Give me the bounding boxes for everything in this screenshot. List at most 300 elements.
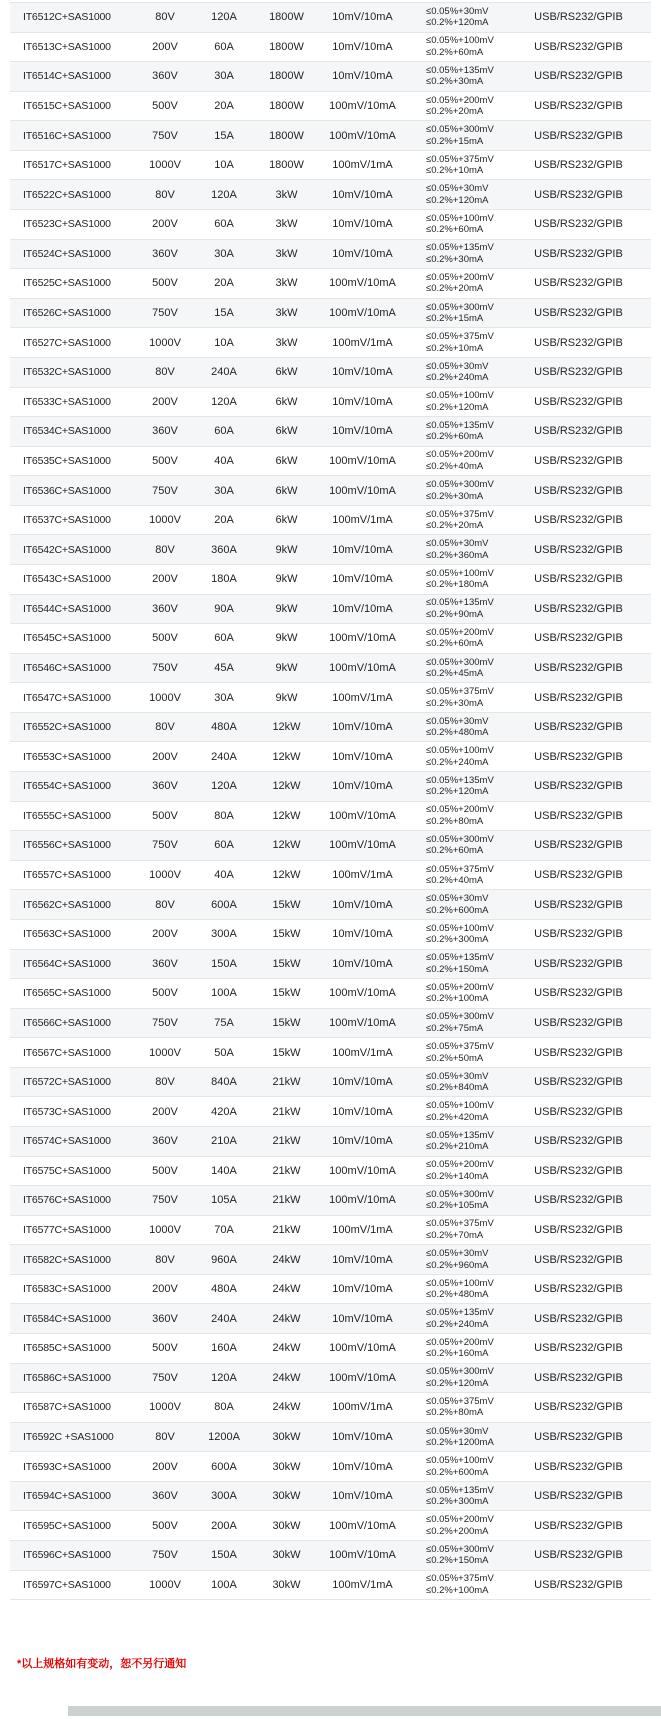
power-cell: 3kW: [275, 336, 298, 349]
interface-cell: USB/RS232/GPIB: [534, 1253, 623, 1266]
model-cell: IT6594C+SAS1000: [23, 1490, 111, 1503]
accuracy-cell: [410, 597, 520, 620]
current-cell: 30A: [214, 247, 234, 260]
accuracy-voltage-line: ≤0.05%+200mV: [426, 1514, 494, 1526]
accuracy-voltage-line: ≤0.05%+100mV: [426, 922, 494, 934]
voltage-cell: 360V: [152, 957, 178, 970]
accuracy-voltage-line: ≤0.05%+200mV: [426, 1336, 494, 1348]
table-row: [10, 506, 651, 536]
accuracy-voltage-line: ≤0.05%+30mV: [426, 360, 489, 372]
accuracy-voltage-line: ≤0.05%+375mV: [426, 508, 494, 520]
resolution-cell: 100mV/1mA: [332, 869, 393, 882]
accuracy-cell: [410, 390, 520, 413]
model-cell: IT6564C+SAS1000: [23, 957, 111, 970]
table-row: [10, 802, 651, 832]
resolution-cell: 10mV/10mA: [332, 573, 393, 586]
accuracy-cell: [410, 1337, 520, 1360]
table-row: [10, 476, 651, 506]
interface-cell: USB/RS232/GPIB: [534, 750, 623, 763]
resolution-cell: 100mV/10mA: [329, 307, 396, 320]
accuracy-voltage-line: ≤0.05%+300mV: [426, 1011, 494, 1023]
accuracy-cell: [410, 627, 520, 650]
accuracy-current-line: ≤0.2%+480mA: [426, 1289, 489, 1301]
accuracy-cell: [410, 154, 520, 177]
interface-cell: USB/RS232/GPIB: [534, 277, 623, 290]
accuracy-voltage-line: ≤0.05%+300mV: [426, 833, 494, 845]
model-cell: IT6582C+SAS1000: [23, 1253, 111, 1266]
power-cell: 3kW: [275, 307, 298, 320]
current-cell: 960A: [211, 1253, 237, 1266]
interface-cell: USB/RS232/GPIB: [534, 602, 623, 615]
power-cell: 15kW: [272, 957, 301, 970]
accuracy-current-line: ≤0.2%+20mA: [426, 520, 484, 532]
power-cell: 30kW: [272, 1431, 301, 1444]
accuracy-cell: [410, 1455, 520, 1478]
accuracy-cell: [410, 538, 520, 561]
current-cell: 80A: [214, 1401, 234, 1414]
interface-cell: USB/RS232/GPIB: [534, 839, 623, 852]
voltage-cell: 500V: [152, 1164, 178, 1177]
current-cell: 90A: [214, 602, 234, 615]
voltage-cell: 200V: [152, 750, 178, 763]
model-cell: IT6565C+SAS1000: [23, 987, 111, 1000]
table-row: [10, 151, 651, 181]
table-row: [10, 1038, 651, 1068]
voltage-cell: 80V: [155, 543, 175, 556]
current-cell: 30A: [214, 70, 234, 83]
voltage-cell: 500V: [152, 987, 178, 1000]
resolution-cell: 100mV/10mA: [329, 662, 396, 674]
resolution-cell: 100mV/1mA: [332, 691, 393, 704]
resolution-cell: 10mV/10mA: [332, 1253, 393, 1266]
accuracy-cell: [410, 124, 520, 147]
voltage-cell: 750V: [152, 662, 178, 674]
voltage-cell: 750V: [152, 1371, 178, 1384]
interface-cell: USB/RS232/GPIB: [534, 336, 623, 349]
resolution-cell: 100mV/1mA: [332, 514, 393, 527]
accuracy-current-line: ≤0.2%+30mA: [426, 490, 484, 502]
current-cell: 60A: [214, 632, 234, 645]
model-cell: IT6557C+SAS1000: [23, 869, 111, 882]
accuracy-voltage-line: ≤0.05%+100mV: [426, 212, 494, 224]
table-row: [10, 742, 651, 772]
accuracy-cell: [410, 893, 520, 916]
table-row: [10, 1423, 651, 1453]
model-cell: IT6543C+SAS1000: [23, 573, 111, 586]
voltage-cell: 500V: [152, 1342, 178, 1355]
accuracy-current-line: ≤0.2%+160mA: [426, 1348, 489, 1360]
accuracy-cell: [410, 1218, 520, 1241]
current-cell: 200A: [211, 1519, 237, 1532]
model-cell: IT6567C+SAS1000: [23, 1046, 111, 1059]
power-cell: 21kW: [272, 1105, 301, 1118]
voltage-cell: 200V: [152, 573, 178, 586]
voltage-cell: 1000V: [149, 869, 181, 882]
accuracy-cell: [410, 242, 520, 265]
accuracy-voltage-line: ≤0.05%+300mV: [426, 479, 494, 491]
voltage-cell: 360V: [152, 780, 178, 793]
accuracy-current-line: ≤0.2%+180mA: [426, 579, 489, 591]
resolution-cell: 100mV/10mA: [329, 1549, 396, 1562]
model-cell: IT6563C+SAS1000: [23, 928, 111, 941]
accuracy-voltage-line: ≤0.05%+135mV: [426, 1129, 494, 1141]
interface-cell: USB/RS232/GPIB: [534, 869, 623, 882]
table-row: [10, 772, 651, 802]
resolution-cell: 10mV/10mA: [332, 247, 393, 260]
table-row: [10, 33, 651, 63]
accuracy-cell: [410, 331, 520, 354]
accuracy-voltage-line: ≤0.05%+375mV: [426, 331, 494, 343]
interface-cell: USB/RS232/GPIB: [534, 1076, 623, 1089]
interface-cell: USB/RS232/GPIB: [534, 987, 623, 1000]
accuracy-current-line: ≤0.2%+600mA: [426, 904, 489, 916]
accuracy-current-line: ≤0.2%+80mA: [426, 815, 484, 827]
resolution-cell: 100mV/10mA: [329, 100, 396, 113]
accuracy-cell: [410, 1485, 520, 1508]
table-row: [10, 328, 651, 358]
interface-cell: USB/RS232/GPIB: [534, 928, 623, 941]
current-cell: 100A: [211, 987, 237, 1000]
model-cell: IT6555C+SAS1000: [23, 809, 111, 822]
accuracy-voltage-line: ≤0.05%+135mV: [426, 1484, 494, 1496]
interface-cell: USB/RS232/GPIB: [534, 1490, 623, 1503]
power-cell: 21kW: [272, 1164, 301, 1177]
power-cell: 3kW: [275, 277, 298, 290]
model-cell: IT6534C+SAS1000: [23, 425, 111, 438]
resolution-cell: 10mV/10mA: [332, 750, 393, 763]
voltage-cell: 80V: [155, 1431, 175, 1444]
current-cell: 240A: [211, 366, 237, 379]
current-cell: 30A: [214, 691, 234, 704]
resolution-cell: 10mV/10mA: [332, 780, 393, 793]
power-cell: 24kW: [272, 1253, 301, 1266]
accuracy-current-line: ≤0.2%+120mA: [426, 401, 489, 413]
accuracy-voltage-line: ≤0.05%+375mV: [426, 153, 494, 165]
interface-cell: USB/RS232/GPIB: [534, 957, 623, 970]
power-cell: 3kW: [275, 188, 298, 201]
accuracy-current-line: ≤0.2%+75mA: [426, 1022, 484, 1034]
power-cell: 1800W: [269, 40, 304, 53]
resolution-cell: 100mV/1mA: [332, 1223, 393, 1236]
accuracy-cell: [410, 923, 520, 946]
model-cell: IT6556C+SAS1000: [23, 839, 111, 852]
model-cell: IT6587C+SAS1000: [23, 1401, 111, 1414]
power-cell: 6kW: [275, 454, 298, 467]
resolution-cell: 100mV/10mA: [329, 632, 396, 645]
interface-cell: USB/RS232/GPIB: [534, 1431, 623, 1444]
interface-cell: USB/RS232/GPIB: [534, 1016, 623, 1029]
resolution-cell: 10mV/10mA: [332, 395, 393, 408]
resolution-cell: 10mV/10mA: [332, 602, 393, 615]
table-row: [10, 683, 651, 713]
power-cell: 6kW: [275, 484, 298, 497]
accuracy-current-line: ≤0.2%+360mA: [426, 549, 489, 561]
resolution-cell: 100mV/10mA: [329, 839, 396, 852]
interface-cell: USB/RS232/GPIB: [534, 1164, 623, 1177]
accuracy-current-line: ≤0.2%+70mA: [426, 1229, 484, 1241]
table-row: [10, 1571, 651, 1601]
voltage-cell: 500V: [152, 1519, 178, 1532]
interface-cell: USB/RS232/GPIB: [534, 721, 623, 734]
resolution-cell: 10mV/10mA: [332, 1312, 393, 1325]
accuracy-voltage-line: ≤0.05%+30mV: [426, 715, 489, 727]
power-cell: 24kW: [272, 1342, 301, 1355]
accuracy-current-line: ≤0.2%+60mA: [426, 845, 484, 857]
accuracy-voltage-line: ≤0.05%+135mV: [426, 952, 494, 964]
current-cell: 70A: [214, 1223, 234, 1236]
power-cell: 15kW: [272, 987, 301, 1000]
resolution-cell: 100mV/10mA: [329, 277, 396, 290]
resolution-cell: 100mV/1mA: [332, 1401, 393, 1414]
power-cell: 6kW: [275, 514, 298, 527]
current-cell: 40A: [214, 869, 234, 882]
current-cell: 120A: [211, 11, 237, 24]
table-row: [10, 210, 651, 240]
accuracy-voltage-line: ≤0.05%+135mV: [426, 242, 494, 254]
spec-table: [10, 2, 651, 1600]
resolution-cell: 10mV/10mA: [332, 366, 393, 379]
accuracy-voltage-line: ≤0.05%+100mV: [426, 567, 494, 579]
voltage-cell: 1000V: [149, 1578, 181, 1591]
accuracy-cell: [410, 568, 520, 591]
voltage-cell: 80V: [155, 188, 175, 201]
accuracy-current-line: ≤0.2%+480mA: [426, 727, 489, 739]
table-row: [10, 1452, 651, 1482]
accuracy-cell: [410, 1396, 520, 1419]
voltage-cell: 200V: [152, 928, 178, 941]
table-row: [10, 62, 651, 92]
spec-footnote: *以上规格如有变动，恕不另行通知: [17, 1658, 187, 1670]
accuracy-cell: [410, 1011, 520, 1034]
model-cell: IT6597C+SAS1000: [23, 1578, 111, 1591]
interface-cell: USB/RS232/GPIB: [534, 573, 623, 586]
current-cell: 45A: [214, 662, 234, 674]
power-cell: 6kW: [275, 425, 298, 438]
voltage-cell: 1000V: [149, 1223, 181, 1236]
resolution-cell: 10mV/10mA: [332, 70, 393, 83]
voltage-cell: 500V: [152, 277, 178, 290]
accuracy-voltage-line: ≤0.05%+100mV: [426, 35, 494, 47]
voltage-cell: 80V: [155, 898, 175, 911]
accuracy-cell: [410, 1130, 520, 1153]
accuracy-voltage-line: ≤0.05%+135mV: [426, 64, 494, 76]
voltage-cell: 80V: [155, 366, 175, 379]
model-cell: IT6583C+SAS1000: [23, 1283, 111, 1296]
table-row: [10, 979, 651, 1009]
table-row: [10, 1097, 651, 1127]
interface-cell: USB/RS232/GPIB: [534, 70, 623, 83]
interface-cell: USB/RS232/GPIB: [534, 1312, 623, 1325]
voltage-cell: 1000V: [149, 691, 181, 704]
current-cell: 105A: [211, 1194, 237, 1207]
current-cell: 15A: [214, 307, 234, 320]
interface-cell: USB/RS232/GPIB: [534, 40, 623, 53]
interface-cell: USB/RS232/GPIB: [534, 898, 623, 911]
current-cell: 100A: [211, 1578, 237, 1591]
accuracy-current-line: ≤0.2%+105mA: [426, 1200, 489, 1212]
voltage-cell: 750V: [152, 1549, 178, 1562]
table-row: [10, 1393, 651, 1423]
model-cell: IT6547C+SAS1000: [23, 691, 111, 704]
resolution-cell: 100mV/10mA: [329, 1519, 396, 1532]
resolution-cell: 100mV/10mA: [329, 1164, 396, 1177]
current-cell: 60A: [214, 425, 234, 438]
model-cell: IT6592C +SAS1000: [23, 1431, 114, 1444]
interface-cell: USB/RS232/GPIB: [534, 307, 623, 320]
voltage-cell: 360V: [152, 247, 178, 260]
accuracy-current-line: ≤0.2%+600mA: [426, 1466, 489, 1478]
current-cell: 60A: [214, 839, 234, 852]
accuracy-current-line: ≤0.2%+15mA: [426, 135, 484, 147]
power-cell: 30kW: [272, 1519, 301, 1532]
model-cell: IT6585C+SAS1000: [23, 1342, 111, 1355]
table-row: [10, 890, 651, 920]
resolution-cell: 100mV/1mA: [332, 1578, 393, 1591]
accuracy-voltage-line: ≤0.05%+30mV: [426, 183, 489, 195]
power-cell: 12kW: [272, 750, 301, 763]
model-cell: IT6595C+SAS1000: [23, 1519, 111, 1532]
power-cell: 1800W: [269, 100, 304, 113]
accuracy-current-line: ≤0.2%+20mA: [426, 283, 484, 295]
accuracy-current-line: ≤0.2%+20mA: [426, 106, 484, 118]
table-row: [10, 417, 651, 447]
accuracy-current-line: ≤0.2%+45mA: [426, 668, 484, 679]
current-cell: 10A: [214, 159, 234, 172]
accuracy-cell: [410, 1544, 520, 1567]
accuracy-cell: [410, 183, 520, 206]
voltage-cell: 750V: [152, 1016, 178, 1029]
interface-cell: USB/RS232/GPIB: [534, 691, 623, 704]
model-cell: IT6532C+SAS1000: [23, 366, 111, 379]
power-cell: 9kW: [275, 632, 298, 645]
table-row: [10, 1157, 651, 1187]
voltage-cell: 1000V: [149, 159, 181, 172]
accuracy-voltage-line: ≤0.05%+300mV: [426, 301, 494, 313]
accuracy-current-line: ≤0.2%+100mA: [426, 993, 489, 1005]
resolution-cell: 100mV/10mA: [329, 809, 396, 822]
accuracy-cell: [410, 1248, 520, 1271]
accuracy-current-line: ≤0.2%+1200mA: [426, 1437, 494, 1449]
interface-cell: USB/RS232/GPIB: [534, 129, 623, 142]
current-cell: 840A: [211, 1076, 237, 1089]
accuracy-voltage-line: ≤0.05%+300mV: [426, 1188, 494, 1200]
current-cell: 20A: [214, 514, 234, 527]
current-cell: 600A: [211, 898, 237, 911]
power-cell: 12kW: [272, 839, 301, 852]
interface-cell: USB/RS232/GPIB: [534, 188, 623, 201]
model-cell: IT6576C+SAS1000: [23, 1194, 111, 1207]
table-row: [10, 3, 651, 33]
accuracy-current-line: ≤0.2%+420mA: [426, 1111, 489, 1123]
power-cell: 1800W: [269, 129, 304, 142]
current-cell: 80A: [214, 809, 234, 822]
accuracy-voltage-line: ≤0.05%+200mV: [426, 804, 494, 816]
table-row: [10, 447, 651, 477]
interface-cell: USB/RS232/GPIB: [534, 218, 623, 231]
accuracy-cell: [410, 1307, 520, 1330]
accuracy-voltage-line: ≤0.05%+100mV: [426, 745, 494, 757]
current-cell: 360A: [211, 543, 237, 556]
accuracy-current-line: ≤0.2%+40mA: [426, 875, 484, 887]
voltage-cell: 80V: [155, 11, 175, 24]
interface-cell: USB/RS232/GPIB: [534, 425, 623, 438]
accuracy-voltage-line: ≤0.05%+300mV: [426, 656, 494, 668]
current-cell: 180A: [211, 573, 237, 586]
interface-cell: USB/RS232/GPIB: [534, 11, 623, 24]
accuracy-cell: [410, 361, 520, 384]
power-cell: 30kW: [272, 1490, 301, 1503]
accuracy-cell: [410, 716, 520, 739]
accuracy-current-line: ≤0.2%+960mA: [426, 1259, 489, 1271]
current-cell: 120A: [211, 395, 237, 408]
accuracy-voltage-line: ≤0.05%+135mV: [426, 774, 494, 786]
accuracy-voltage-line: ≤0.05%+375mV: [426, 1041, 494, 1053]
current-cell: 20A: [214, 277, 234, 290]
voltage-cell: 750V: [152, 307, 178, 320]
resolution-cell: 10mV/10mA: [332, 1105, 393, 1118]
interface-cell: USB/RS232/GPIB: [534, 1519, 623, 1532]
current-cell: 150A: [211, 1549, 237, 1562]
accuracy-current-line: ≤0.2%+300mA: [426, 1496, 489, 1508]
accuracy-cell: [410, 302, 520, 325]
accuracy-cell: [410, 1159, 520, 1182]
resolution-cell: 10mV/10mA: [332, 425, 393, 438]
interface-cell: USB/RS232/GPIB: [534, 395, 623, 408]
model-cell: IT6525C+SAS1000: [23, 277, 111, 290]
table-row: [10, 121, 651, 151]
accuracy-cell: [410, 65, 520, 88]
accuracy-cell: [410, 509, 520, 532]
voltage-cell: 200V: [152, 218, 178, 231]
interface-cell: USB/RS232/GPIB: [534, 662, 623, 674]
voltage-cell: 500V: [152, 454, 178, 467]
model-cell: IT6584C+SAS1000: [23, 1312, 111, 1325]
current-cell: 240A: [211, 1312, 237, 1325]
accuracy-voltage-line: ≤0.05%+30mV: [426, 893, 489, 905]
table-row: [10, 1304, 651, 1334]
accuracy-cell: [410, 420, 520, 443]
accuracy-voltage-line: ≤0.05%+300mV: [426, 1543, 494, 1555]
accuracy-cell: [410, 479, 520, 502]
accuracy-current-line: ≤0.2%+30mA: [426, 697, 484, 709]
power-cell: 9kW: [275, 602, 298, 615]
interface-cell: USB/RS232/GPIB: [534, 1460, 623, 1473]
resolution-cell: 10mV/10mA: [332, 1490, 393, 1503]
model-cell: IT6542C+SAS1000: [23, 543, 111, 556]
interface-cell: USB/RS232/GPIB: [534, 809, 623, 822]
table-row: [10, 595, 651, 625]
accuracy-voltage-line: ≤0.05%+100mV: [426, 390, 494, 402]
accuracy-voltage-line: ≤0.05%+135mV: [426, 419, 494, 431]
accuracy-current-line: ≤0.2%+140mA: [426, 1170, 489, 1182]
interface-cell: USB/RS232/GPIB: [534, 1223, 623, 1236]
accuracy-current-line: ≤0.2%+90mA: [426, 608, 484, 620]
power-cell: 12kW: [272, 780, 301, 793]
model-cell: IT6514C+SAS1000: [23, 70, 111, 83]
table-row: [10, 861, 651, 891]
accuracy-voltage-line: ≤0.05%+30mV: [426, 538, 489, 550]
interface-cell: USB/RS232/GPIB: [534, 1371, 623, 1384]
accuracy-cell: [410, 834, 520, 857]
current-cell: 120A: [211, 1371, 237, 1384]
accuracy-voltage-line: ≤0.05%+100mV: [426, 1277, 494, 1289]
voltage-cell: 750V: [152, 1194, 178, 1207]
model-cell: IT6575C+SAS1000: [23, 1164, 111, 1177]
accuracy-voltage-line: ≤0.05%+200mV: [426, 449, 494, 461]
accuracy-current-line: ≤0.2%+15mA: [426, 313, 484, 325]
voltage-cell: 1000V: [149, 336, 181, 349]
table-row: [10, 654, 651, 684]
